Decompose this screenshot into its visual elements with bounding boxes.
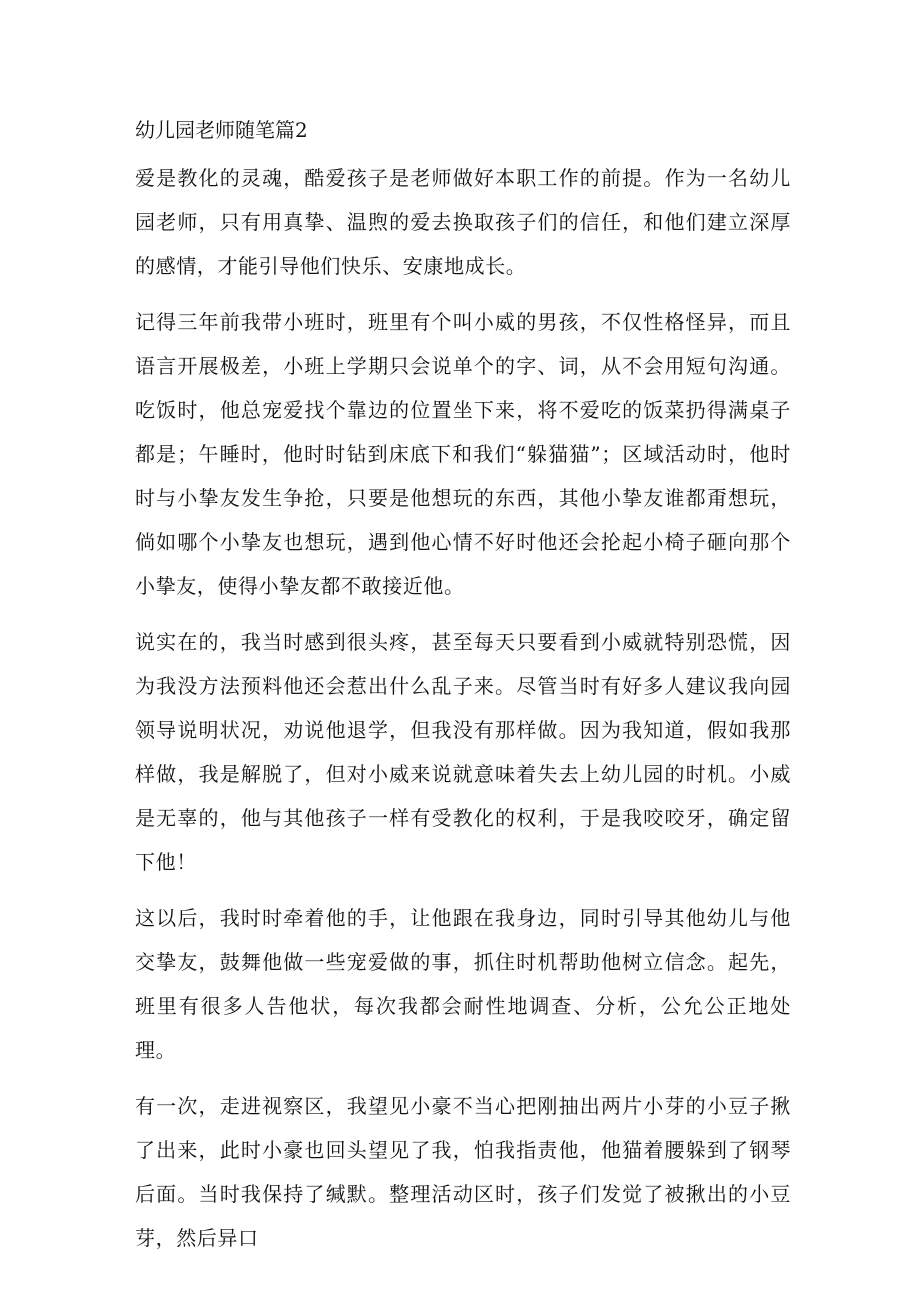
paragraph-4: 这以后，我时时牵着他的手，让他跟在我身边，同时引导其他幼儿与他交挚友，鼓舞他做一些宠爱做的事，抓住时机帮助他树立信念。起先，班里有很多人告他状，每次我都会耐性地调查、分析，公允公正地处理。	[135, 906, 791, 1062]
document-title: 幼儿园老师随笔篇2	[135, 118, 308, 142]
paragraph-5: 有一次，走进视察区，我望见小豪不当心把刚抽出两片小芽的小豆子揪了出来，此时小豪也回头望见了我，怕我指责他，他猫着腰躲到了钢琴后面。当时我保持了缄默。整理活动区时，孩子们发觉了被揪出的小豆芽，然后异口	[135, 1094, 791, 1250]
paragraph-2: 记得三年前我带小班时，班里有个叫小威的男孩，不仅性格怪异，而且语言开展极差，小班上学期只会说单个的字、词，从不会用短句沟通。吃饭时，他总宠爱找个靠边的位置坐下来，将不爱吃的饭菜扔得满桌子都是；午睡时，他时时钻到床底下和我们“躲猫猫”；区域活动时，他时时与小挚友发生争抢，只要是他想玩的东西，其他小挚友谁都甭想玩，倘如哪个小挚友也想玩，遇到他心情不好时他还会抡起小椅子砸向那个小挚友，使得小挚友都不敢接近他。	[135, 310, 791, 598]
paragraph-1: 爱是教化的灵魂，酷爱孩子是老师做好本职工作的前提。作为一名幼儿园老师，只有用真挚、温煦的爱去换取孩子们的信任，和他们建立深厚的感情，才能引导他们快乐、安康地成长。	[135, 166, 791, 278]
paragraph-3: 说实在的，我当时感到很头疼，甚至每天只要看到小威就特别恐慌，因为我没方法预料他还会惹出什么乱子来。尽管当时有好多人建议我向园领导说明状况，劝说他退学，但我没有那样做。因为我知道，假如我那样做，我是解脱了，但对小威来说就意味着失去上幼儿园的时机。小威是无辜的，他与其他孩子一样有受教化的权利，于是我咬咬牙，确定留下他！	[135, 630, 791, 874]
document-body	[135, 112, 791, 1272]
